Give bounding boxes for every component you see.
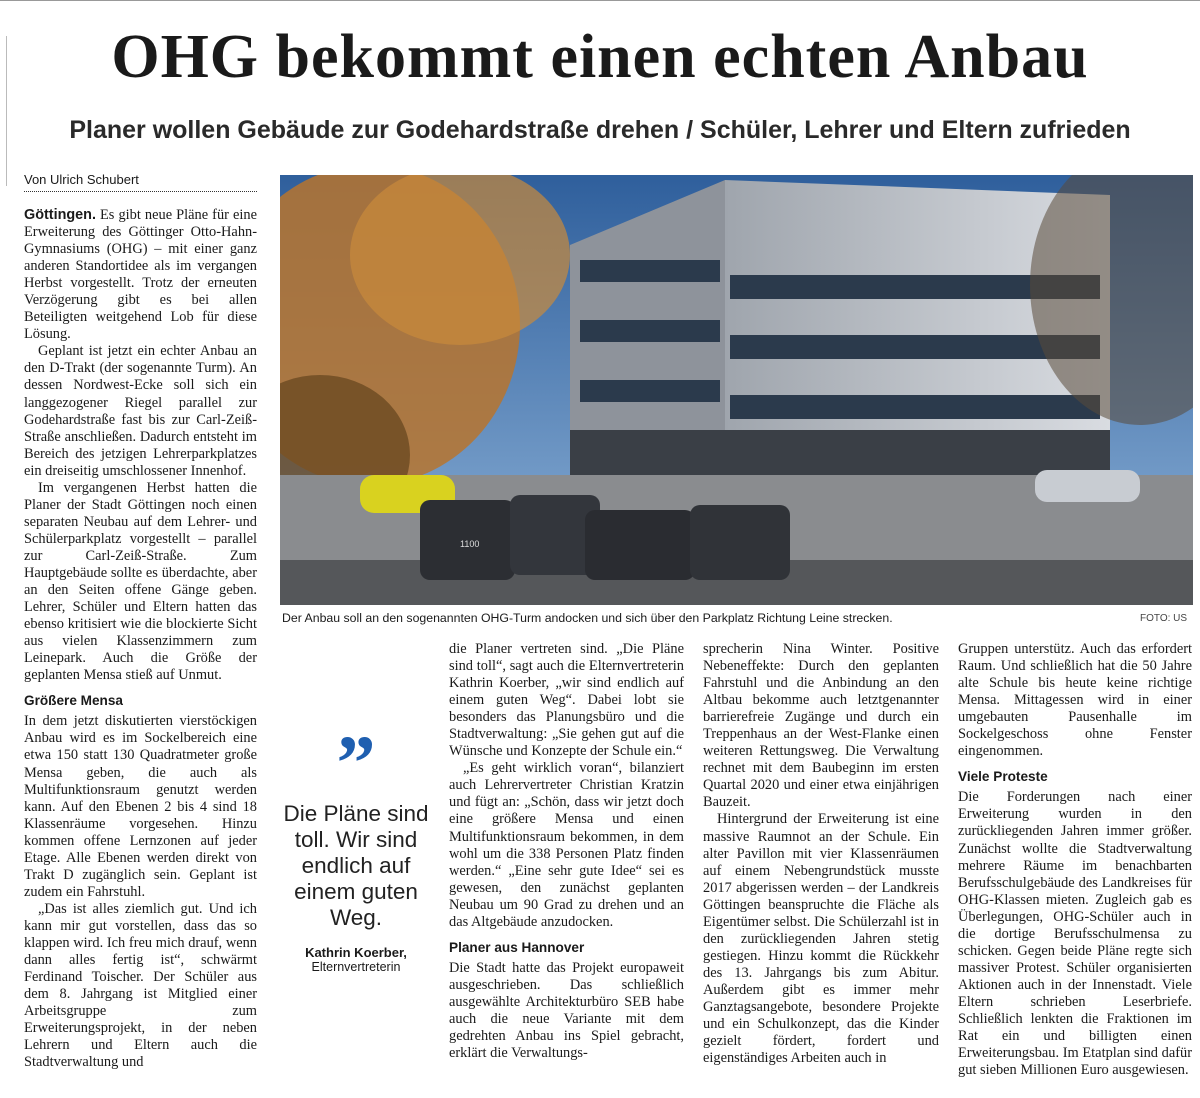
subheading: Größere Mensa: [24, 693, 123, 709]
dateline: Göttingen.: [24, 207, 96, 223]
paragraph: die Planer vertreten sind. „Die Pläne sind toll“, sagt auch die Elternvertreterin Kathrin Koerber, „wir sind endlich auf einem guten Weg“. Dabei lobt sie besonders das Planungsbüro und die Stadtverwaltung: „Sie gehen gut auf die Wünsche und Konzepte der Schule ein.“: [449, 641, 684, 760]
photo-illustration: [280, 175, 1193, 605]
article-column-1: [24, 207, 257, 1071]
quote-text: Die Pläne sind toll. Wir sind endlich auf einem guten Weg.: [283, 801, 429, 930]
school-building-photo: [280, 175, 1193, 605]
paragraph: „Es geht wirklich voran“, bilanziert auch Lehrervertreter Christian Kratzin und fügt an: „Schön, dass wir jetzt doch eine größere Mensa und einen Multifunktionsraum bekommen, in dem wohl um die 338 Personen Platz finden werden.“ „Eine sehr gute Idee“ sei es gewesen, den zunächst geplanten Neubau um 90 Grad zu drehen und an das Altgebäude anzudocken.: [449, 760, 684, 930]
paragraph: [24, 207, 257, 343]
paragraph: Die Stadt hatte das Projekt europaweit ausgeschrieben. Das schließlich ausgewählte Architekturbüro SEB habe auch die neue Variante mit dem gedrehten Anbau ins Spiel gebracht, erklärt die Verwaltungs-: [449, 959, 684, 1062]
article-column-4: [958, 641, 1192, 1079]
pull-quote: [272, 719, 440, 974]
author-byline: Von Ulrich Schubert: [24, 172, 257, 192]
paragraph: Geplant ist jetzt ein echter Anbau an den D-Trakt (der sogenannte Turm). An dessen Nordwest-Ecke soll sich ein langgezogener Riegel parallel zur Godehardstraße fast bis zur Carl-Zeiß-Straße anschließen. Dadurch entsteht im Bereich des jetzigen Lehrerparkplatzes ein dreiseitig umschlossener Innenhof.: [24, 343, 257, 479]
quote-role: Elternvertreterin: [311, 960, 401, 974]
photo-caption: Der Anbau soll an den sogenannten OHG-Turm andocken und sich über den Parkplatz Richtung Leine strecken.: [282, 611, 893, 625]
paragraph: Hintergrund der Erweiterung ist eine massive Raumnot an der Schule. Ein alter Pavillon mit vier Klassenräumen auf einem Nebengrundstück musste 2017 abgerissen werden – der Landkreis Göttingen beanspruchte die Fläche als Eigentümer selbst. Die Schülerzahl ist in den zurückliegenden Jahren stetig gestiegen. Hinzu kommt die Rückkehr des 13. Jahrgangs bis zum Abitur. Außerdem gibt es immer mehr Ganztagsangebote, besondere Projekte und ein Schulkonzept, das die Kinder gezielt fördert, fordert und eigenständiges Arbeiten auch in: [703, 811, 939, 1067]
article-column-3: [703, 641, 939, 1067]
bin-label: 1100: [460, 539, 480, 549]
lead-text: Es gibt neue Pläne für eine Erweiterung des Göttinger Otto-Hahn-Gymnasiums (OHG) – mit einer ganz anderen Standortidee als im vergangen Herbst vorgestellt. Trotz der erneuten Verzögerung gibt es bei allen Beteiligten weitgehend Lob für diese Lösung.: [24, 207, 257, 343]
subheading: Planer aus Hannover: [449, 939, 585, 955]
paragraph: In dem jetzt diskutierten vierstöckigen Anbau wird es im Sockelbereich eine etwa 150 statt 130 Quadratmeter große Mensa geben, die auch als Multifunktionsraum genutzt werden kann. Auf den Ebenen 2 bis 4 sind 18 Klassenräume vorgesehen. Hinzu kommen offene Lernzonen auf jeder Etage. Alle Ebenen werden direkt von Trakt D zugänglich sein. Geplant ist zudem ein Fahrstuhl.: [24, 713, 257, 900]
photo-credit: FOTO: US: [1140, 613, 1188, 624]
headline: OHG bekommt einen echten Anbau: [111, 23, 1089, 91]
quote-name: Kathrin Koerber,: [305, 945, 407, 960]
article-column-2: [449, 641, 684, 1062]
paragraph: „Das ist alles ziemlich gut. Und ich kann mir gut vorstellen, dass das so klappen wird. Ich freu mich drauf, wenn dann alles fertig ist“, schwärmt Ferdinand Toischer. Der Schüler aus dem 8. Jahrgang ist Mitglied einer Arbeitsgruppe zum Erweiterungsprojekt, in der neben Lehrern und Eltern auch die Stadtverwaltung und: [24, 900, 257, 1071]
subheading: Viele Proteste: [958, 769, 1048, 785]
paragraph: Die Forderungen nach einer Erweiterung wurden in den zurückliegenden Jahren immer größer. Zunächst wollte die Stadtverwaltung mehrere Räume im benachbarten Berufsschulgebäude des Landkreises für OHG-Klassen mieten. Zugleich gab es Überlegungen, OHG-Schüler auch in die dortige Berufsschulmensa zu schicken. Gegen beide Pläne regte sich massiver Protest. Schüler organisierten Aktionen auch in der Innenstadt. Viele Eltern schrieben Leserbriefe. Schließlich lenkten die Fraktionen im Rat ein und billigten einen Erweiterungsbau. Im Etatplan sind dafür gut sieben Millionen Euro ausgewiesen.: [958, 789, 1192, 1079]
paragraph: Gruppen unterstütz. Auch das erfordert Raum. Und schließlich hat die 50 Jahre alte Schule bis heute keine richtige Mensa. Mittagessen wird in einer umgebauten Pausenhalle im Sockelgeschoss ohne Fenster eingenommen.: [958, 641, 1192, 760]
top-rule: [0, 0, 1200, 1]
paragraph: Im vergangenen Herbst hatten die Planer der Stadt Göttingen noch einen separaten Neubau auf dem Lehrer- und Schülerparkplatz vorgestellt – parallel zur Carl-Zeiß-Straße. Zum Hauptgebäude sollte es überdachte, aber an den Seiten offene Gänge geben. Lehrer, Schüler und Eltern hatten das ebenso kritisiert wie die blockierte Sicht aus vielen Klassenzimmern zum Leinepark. Auch die Größe der geplanten Mensa stieß auf Unmut.: [24, 479, 257, 684]
subheadline: Planer wollen Gebäude zur Godehardstraße drehen / Schüler, Lehrer und Eltern zufrieden: [69, 116, 1131, 144]
paragraph: sprecherin Nina Winter. Positive Nebeneffekte: Durch den geplanten Fahrstuhl und die Anbindung an den Altbau bekomme auch letztgenannter barrierefreie Zugänge und durch ein Treppenhaus an der West-Flanke einen weiteren Rettungsweg. Die Verwaltung rechnet mit dem Baubeginn im ersten Quartal 2020 und einer etwa einjährigen Bauzeit.: [703, 641, 939, 811]
quote-marks-icon: ”: [336, 719, 376, 806]
